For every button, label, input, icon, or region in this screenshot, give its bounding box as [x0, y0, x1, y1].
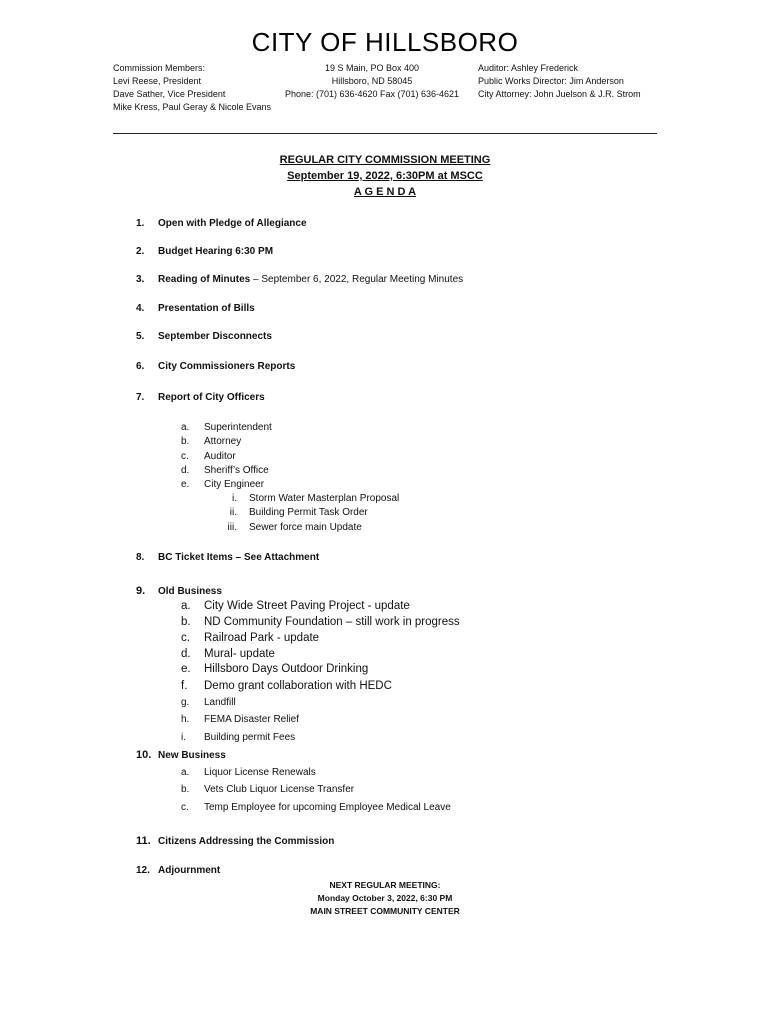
- agenda-item: [136, 749, 226, 761]
- president-line: Levi Reese, President: [113, 76, 202, 86]
- list-marker: c.: [181, 802, 189, 813]
- city-state-zip: Hillsboro, ND 58045: [331, 76, 413, 86]
- list-marker: c.: [181, 451, 189, 462]
- item-number: 3.: [136, 274, 145, 285]
- next-meeting-date: Monday October 3, 2022, 6:30 PM: [317, 893, 453, 903]
- list-marker: b.: [181, 616, 191, 628]
- list-marker: e.: [181, 479, 190, 490]
- members-line: Mike Kress, Paul Geray & Nicole Evans: [113, 102, 272, 112]
- item-number: 4.: [136, 303, 145, 314]
- item-text: Report of City Officers: [158, 392, 265, 403]
- street-address: 19 S Main, PO Box 400: [324, 63, 420, 73]
- item-number: 1.: [136, 218, 145, 229]
- auditor-line: Auditor: Ashley Frederick: [478, 63, 579, 73]
- item-number: 10.: [136, 749, 152, 761]
- agenda-item: [136, 835, 334, 847]
- vice-president-line: Dave Sather, Vice President: [113, 89, 226, 99]
- list-text: Landfill: [204, 697, 236, 708]
- item-detail: – September 6, 2022, Regular Meeting Minutes: [250, 274, 464, 285]
- public-works-line: Public Works Director: Jim Anderson: [478, 76, 624, 86]
- item-number: 8.: [136, 552, 145, 563]
- list-text: Temp Employee for upcoming Employee Medical Leave: [204, 802, 451, 813]
- list-marker: a.: [181, 767, 190, 778]
- agenda-item: [136, 218, 307, 229]
- header-divider: [113, 133, 657, 134]
- list-marker: b.: [181, 784, 190, 795]
- next-meeting-label: NEXT REGULAR MEETING:: [329, 880, 441, 890]
- page-title: CITY OF HILLSBORO: [251, 27, 519, 57]
- item-number: 6.: [136, 361, 145, 372]
- list-marker: ii.: [229, 507, 237, 518]
- list-marker: d.: [181, 465, 190, 476]
- meeting-type: REGULAR CITY COMMISSION MEETING: [279, 154, 491, 166]
- item-text: City Commissioners Reports: [158, 361, 296, 372]
- agenda-item: [136, 392, 265, 403]
- item-text: Reading of Minutes: [158, 274, 251, 285]
- next-meeting-block: [0, 879, 770, 918]
- list-text: Vets Club Liquor License Transfer: [204, 784, 355, 795]
- meeting-date: September 19, 2022, 6:30PM at MSCC: [287, 170, 483, 182]
- commission-members-block: [113, 62, 271, 114]
- agenda-item: [136, 274, 463, 285]
- item-text: Citizens Addressing the Commission: [158, 836, 335, 847]
- list-text: Attorney: [204, 436, 242, 447]
- agenda-item: [136, 331, 272, 342]
- list-marker: e.: [181, 663, 191, 675]
- agenda-item: [136, 361, 295, 372]
- list-text: Mural- update: [204, 648, 275, 660]
- agenda-item: [136, 303, 255, 314]
- list-text: Sheriff’s Office: [204, 465, 269, 476]
- item-number: 7.: [136, 392, 145, 403]
- list-text: City Wide Street Paving Project - update: [204, 600, 410, 612]
- agenda-item: [136, 246, 273, 257]
- agenda-item: [136, 865, 220, 876]
- item-text: Adjournment: [158, 865, 221, 876]
- list-text: City Engineer: [204, 479, 265, 490]
- officials-block: [478, 62, 641, 101]
- list-text: Railroad Park - update: [204, 632, 320, 644]
- agenda-label: A G E N D A: [353, 186, 417, 198]
- item-text: New Business: [158, 750, 226, 761]
- list-text: ND Community Foundation – still work in progress: [204, 616, 460, 628]
- item-text: BC Ticket Items – See Attachment: [158, 552, 320, 563]
- list-marker: c.: [181, 632, 190, 644]
- list-text: Building permit Fees: [204, 732, 296, 743]
- item-number: 5.: [136, 331, 145, 342]
- agenda-item: [136, 552, 319, 563]
- list-text: Storm Water Masterplan Proposal: [249, 493, 400, 504]
- item-number: 9.: [136, 585, 146, 597]
- list-text: Hillsboro Days Outdoor Drinking: [204, 663, 369, 675]
- list-marker: iii.: [227, 522, 237, 533]
- item-number: 12.: [136, 865, 150, 876]
- list-text: Demo grant collaboration with HEDC: [204, 680, 392, 692]
- item-text: Presentation of Bills: [158, 303, 255, 314]
- list-marker: a.: [181, 600, 191, 612]
- commission-members-label: Commission Members:: [113, 63, 206, 73]
- item-number: 11.: [136, 835, 151, 847]
- phone-fax: Phone: (701) 636-4620 Fax (701) 636-4621: [284, 89, 460, 99]
- list-marker: g.: [181, 697, 190, 708]
- item-number: 2.: [136, 246, 145, 257]
- item-text: Old Business: [158, 586, 222, 597]
- list-marker: i.: [181, 732, 186, 743]
- list-text: FEMA Disaster Relief: [204, 714, 300, 725]
- list-marker: i.: [232, 493, 237, 504]
- list-text: Sewer force main Update: [249, 522, 362, 533]
- agenda-item: [136, 585, 222, 597]
- item-text: September Disconnects: [158, 331, 272, 342]
- list-text: Auditor: [204, 451, 236, 462]
- list-marker: a.: [181, 422, 190, 433]
- list-marker: b.: [181, 436, 190, 447]
- address-block: [262, 62, 482, 101]
- next-meeting-location: MAIN STREET COMMUNITY CENTER: [310, 906, 460, 916]
- meeting-heading: [0, 152, 770, 200]
- list-marker: h.: [181, 714, 190, 725]
- list-marker: d.: [181, 648, 191, 660]
- item-text: Budget Hearing 6:30 PM: [158, 246, 274, 257]
- list-marker: f.: [181, 680, 188, 692]
- attorney-line: City Attorney: John Juelson & J.R. Strom: [478, 89, 641, 99]
- list-text: Building Permit Task Order: [249, 507, 368, 518]
- item-text: Open with Pledge of Allegiance: [158, 218, 307, 229]
- list-text: Superintendent: [204, 422, 272, 433]
- list-text: Liquor License Renewals: [204, 767, 316, 778]
